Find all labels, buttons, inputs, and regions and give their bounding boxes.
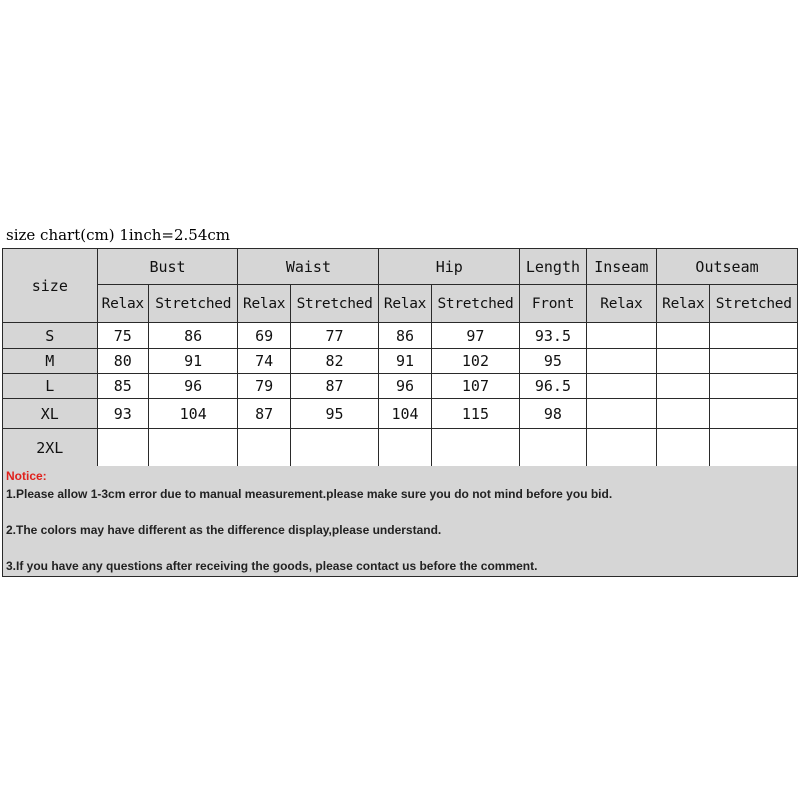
- outseam-stretched-header: Stretched: [710, 285, 798, 323]
- value-cell: 98: [520, 399, 586, 429]
- value-cell: 93: [97, 399, 148, 429]
- value-cell: [97, 429, 148, 467]
- hip-stretched-header: Stretched: [431, 285, 520, 323]
- size-header: size: [3, 249, 98, 323]
- table-row: [3, 429, 798, 467]
- header-row-groups: [3, 249, 798, 285]
- size-cell: M: [3, 349, 98, 374]
- table-row: [3, 399, 798, 429]
- waist-relax-header: Relax: [238, 285, 290, 323]
- value-cell: 96: [148, 374, 238, 399]
- value-cell: [586, 349, 656, 374]
- value-cell: [657, 374, 710, 399]
- outseam-header: Outseam: [657, 249, 798, 285]
- value-cell: 85: [97, 374, 148, 399]
- value-cell: [710, 349, 798, 374]
- table-row: [3, 349, 798, 374]
- value-cell: 74: [238, 349, 290, 374]
- header-row-subs: [3, 285, 798, 323]
- value-cell: [586, 374, 656, 399]
- value-cell: 102: [431, 349, 520, 374]
- table-row: [3, 374, 798, 399]
- value-cell: 95: [290, 399, 379, 429]
- value-cell: [710, 374, 798, 399]
- hip-relax-header: Relax: [379, 285, 431, 323]
- size-cell: 2XL: [3, 429, 98, 467]
- notice-line-2: 2.The colors may have different as the difference display,please understand.: [6, 523, 442, 537]
- size-cell: S: [3, 323, 98, 349]
- bust-relax-header: Relax: [97, 285, 148, 323]
- notice-title: Notice:: [6, 469, 47, 483]
- value-cell: [586, 429, 656, 467]
- value-cell: 82: [290, 349, 379, 374]
- value-cell: [710, 429, 798, 467]
- value-cell: 96.5: [520, 374, 586, 399]
- outseam-relax-header: Relax: [657, 285, 710, 323]
- length-front-header: Front: [520, 285, 586, 323]
- value-cell: 93.5: [520, 323, 586, 349]
- value-cell: [238, 429, 290, 467]
- bust-header: Bust: [97, 249, 238, 285]
- value-cell: 79: [238, 374, 290, 399]
- bust-stretched-header: Stretched: [148, 285, 238, 323]
- waist-header: Waist: [238, 249, 379, 285]
- value-cell: 87: [238, 399, 290, 429]
- hip-header: Hip: [379, 249, 520, 285]
- value-cell: [657, 399, 710, 429]
- value-cell: 75: [97, 323, 148, 349]
- notice-line-3: 3.If you have any questions after receiving the goods, please contact us before the comment.: [6, 559, 538, 573]
- value-cell: 115: [431, 399, 520, 429]
- value-cell: 86: [379, 323, 431, 349]
- value-cell: [710, 399, 798, 429]
- value-cell: [290, 429, 379, 467]
- notice-box: [2, 466, 798, 577]
- value-cell: [586, 323, 656, 349]
- value-cell: 86: [148, 323, 238, 349]
- value-cell: 91: [379, 349, 431, 374]
- value-cell: [710, 323, 798, 349]
- value-cell: 107: [431, 374, 520, 399]
- waist-stretched-header: Stretched: [290, 285, 379, 323]
- length-header: Length: [520, 249, 586, 285]
- value-cell: [148, 429, 238, 467]
- value-cell: 77: [290, 323, 379, 349]
- value-cell: [431, 429, 520, 467]
- table-row: [3, 323, 798, 349]
- size-chart-table: [2, 248, 798, 467]
- size-chart-caption: size chart(cm) 1inch=2.54cm: [6, 226, 230, 244]
- value-cell: [657, 429, 710, 467]
- value-cell: 69: [238, 323, 290, 349]
- value-cell: 97: [431, 323, 520, 349]
- value-cell: [379, 429, 431, 467]
- inseam-header: Inseam: [586, 249, 656, 285]
- value-cell: [657, 349, 710, 374]
- value-cell: 104: [379, 399, 431, 429]
- value-cell: 91: [148, 349, 238, 374]
- inseam-relax-header: Relax: [586, 285, 656, 323]
- value-cell: [586, 399, 656, 429]
- size-cell: XL: [3, 399, 98, 429]
- value-cell: 95: [520, 349, 586, 374]
- notice-line-1: 1.Please allow 1-3cm error due to manual measurement.please make sure you do not mind before you bid.: [6, 487, 613, 501]
- value-cell: 87: [290, 374, 379, 399]
- value-cell: [520, 429, 586, 467]
- value-cell: [657, 323, 710, 349]
- value-cell: 96: [379, 374, 431, 399]
- size-cell: L: [3, 374, 98, 399]
- value-cell: 104: [148, 399, 238, 429]
- value-cell: 80: [97, 349, 148, 374]
